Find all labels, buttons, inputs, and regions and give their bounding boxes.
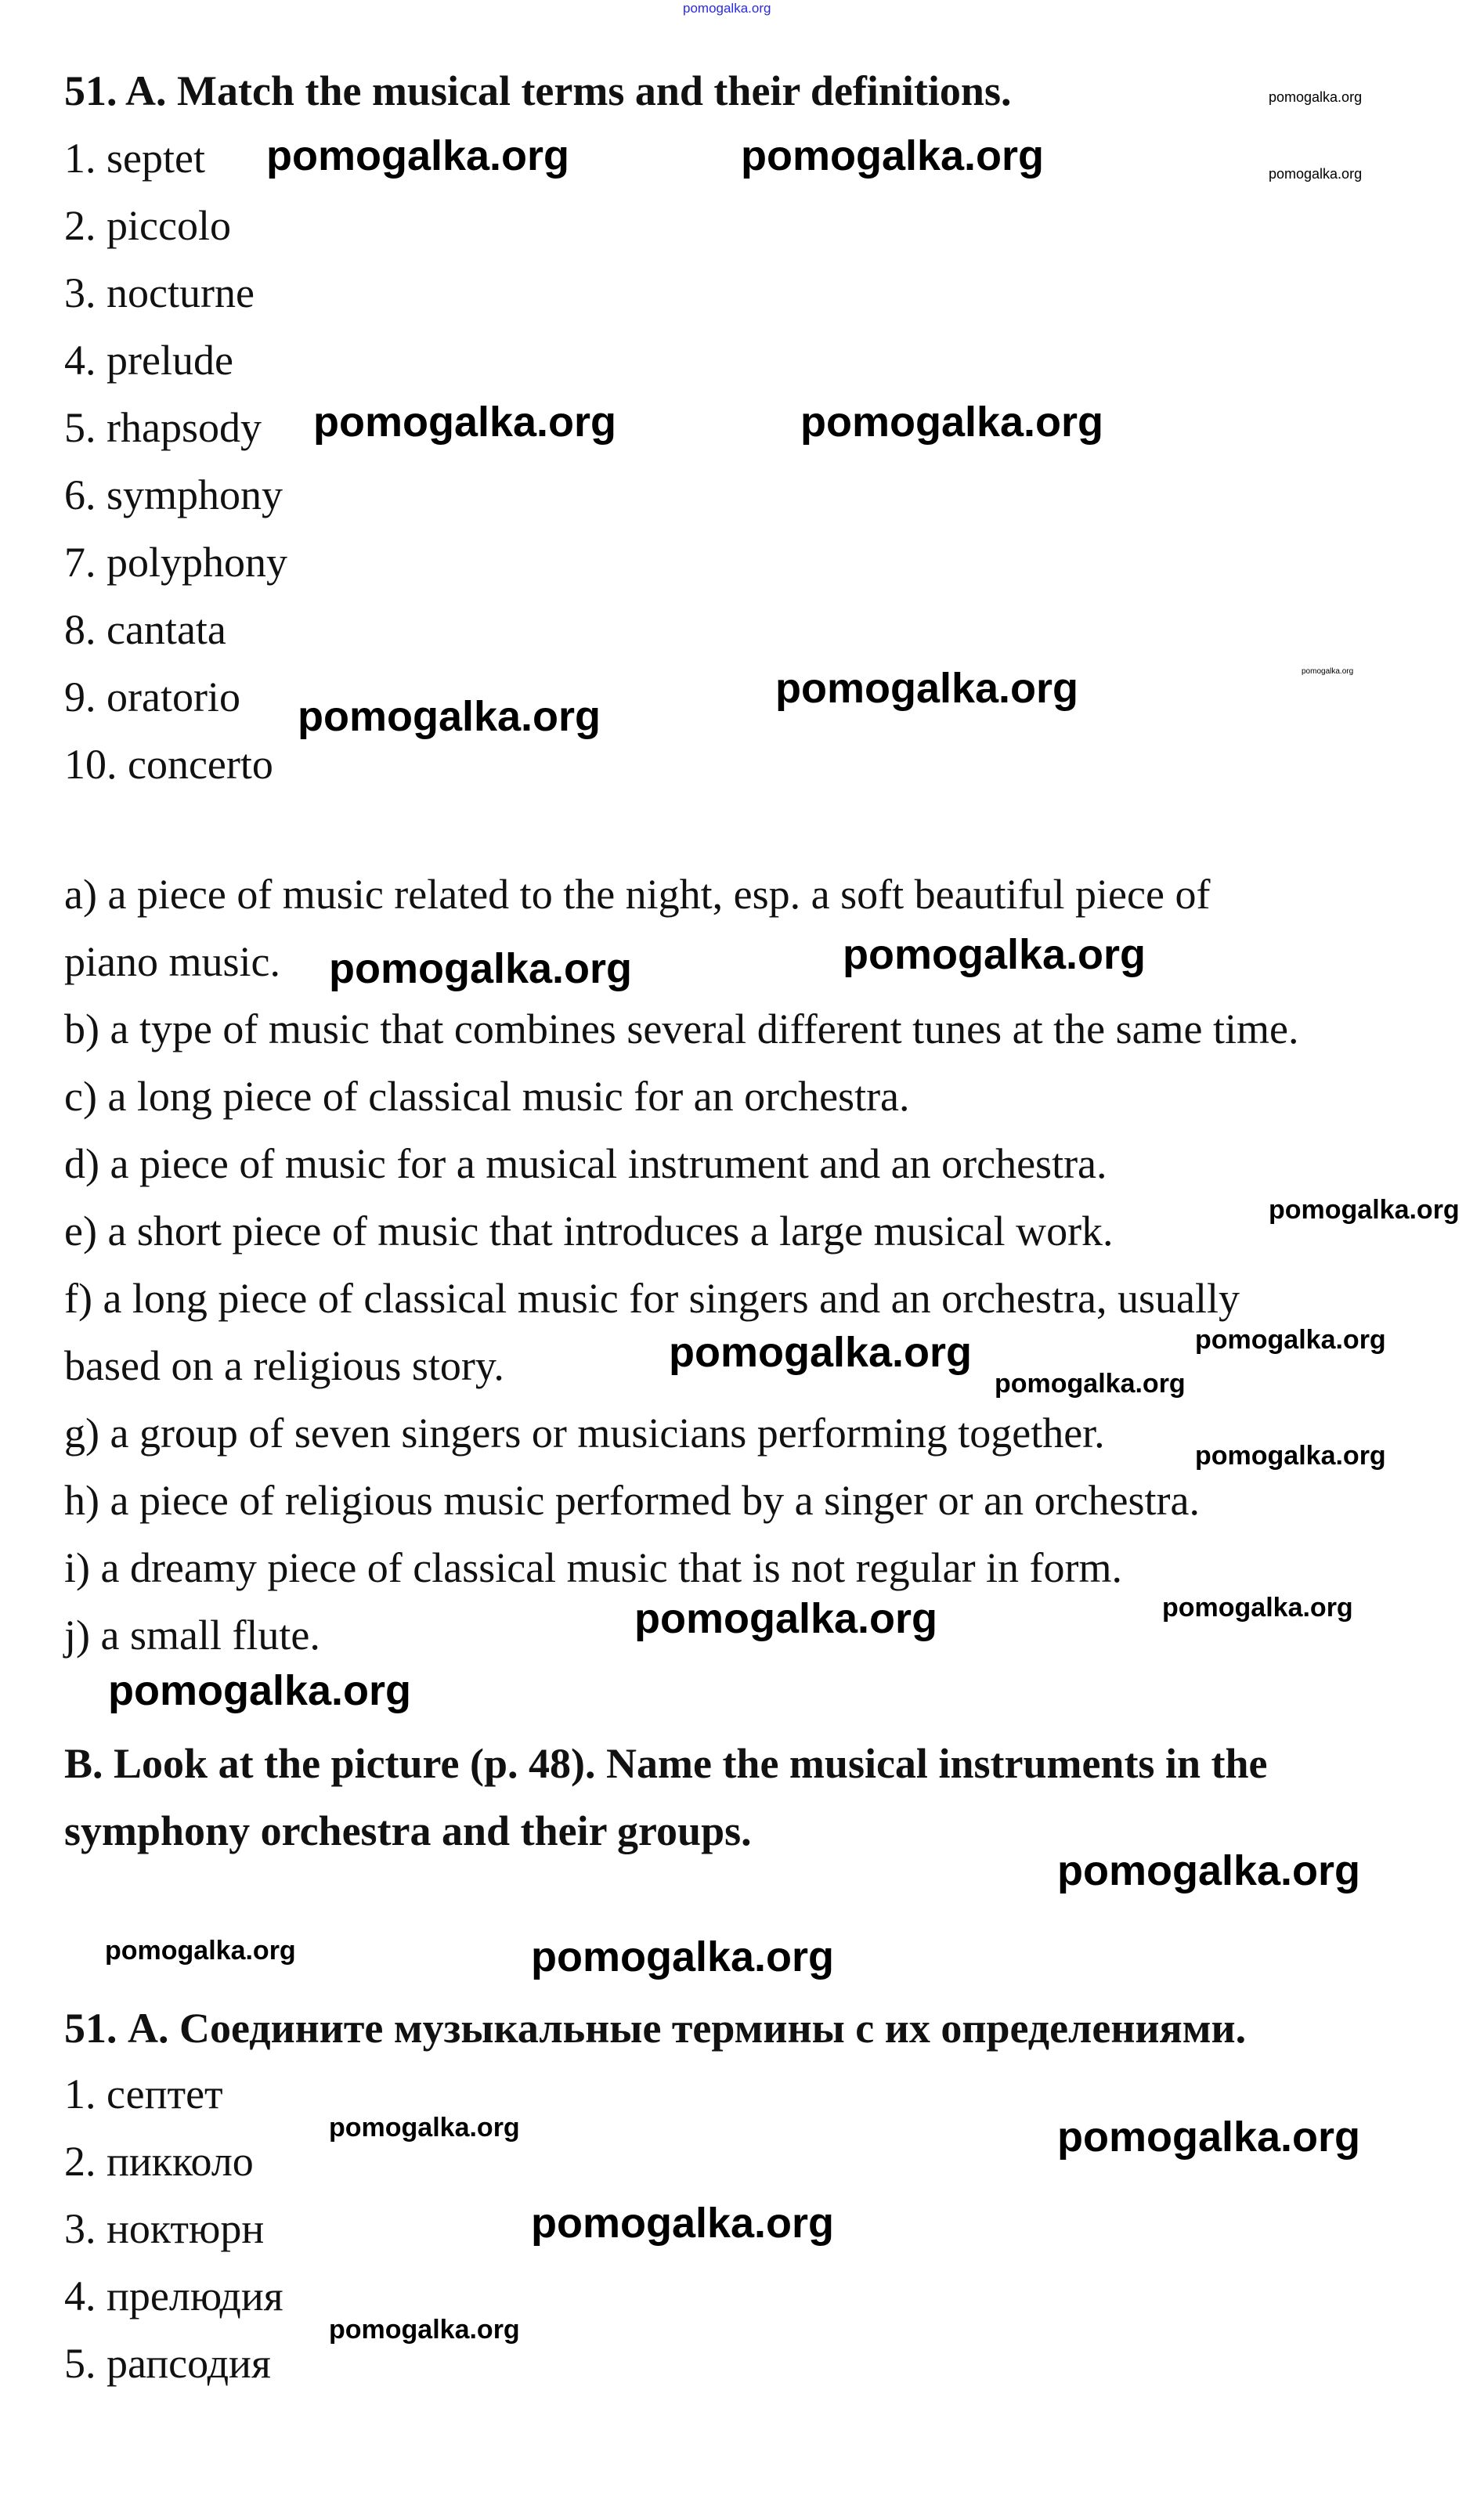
watermark: pomogalka.org [1269,89,1363,105]
definition-line: d) a piece of music for a musical instrument and an orchestra. [64,1140,1107,1187]
term-item: 7. polyphony [64,539,288,586]
watermark: pomogalka.org [329,2315,520,2345]
watermark: pomogalka.org [105,1936,296,1966]
watermark: pomogalka.org [995,1369,1186,1399]
watermark: pomogalka.org [800,399,1104,446]
term-item: 4. prelude [64,337,233,384]
term-item: 3. nocturne [64,269,255,316]
definition-line: f) a long piece of classical music for singers and an orchestra, usually [64,1275,1240,1322]
terms-list [64,125,287,798]
exercise-title: 51. A. Match the musical terms and their definitions. [64,67,1012,114]
watermark: pomogalka.org [1269,166,1363,182]
watermark: pomogalka.org [741,132,1045,179]
watermark: pomogalka.org [108,1667,412,1714]
russian-term-item: 4. прелюдия [64,2273,283,2319]
definition-line: i) a dreamy piece of classical music that is not regular in form. [64,1544,1123,1591]
russian-term-item: 1. септет [64,2070,223,2117]
watermark: pomogalka.org [1057,1847,1361,1894]
watermark: pomogalka.org [298,693,601,740]
watermark: pomogalka.org [1269,1195,1460,1225]
watermark: pomogalka.org [634,1595,938,1642]
definition-line: c) a long piece of classical music for an orchestra. [64,1073,910,1120]
term-item: 8. cantata [64,606,226,653]
task-b-line: B. Look at the picture (p. 48). Name the musical instruments in the [64,1740,1268,1787]
watermark: pomogalka.org [1195,1441,1386,1471]
definition-line: h) a piece of religious music performed by a singer or an orchestra. [64,1477,1200,1524]
watermark: pomogalka.org [1162,1593,1353,1623]
watermark: pomogalka.org [775,665,1079,712]
definition-line: based on a religious story. [64,1342,504,1389]
definition-line: b) a type of music that combines several different tunes at the same time. [64,1005,1299,1052]
watermark-top[interactable]: pomogalka.org [683,1,771,16]
term-item: 2. piccolo [64,202,231,249]
watermark: pomogalka.org [843,931,1146,978]
russian-title: 51. А. Соедините музыкальные термины с их определениями. [64,2005,1247,2052]
watermark: pomogalka.org [1302,667,1354,676]
definition-line: g) a group of seven singers or musicians performing together. [64,1410,1105,1457]
watermark: pomogalka.org [313,399,617,446]
definition-line: a) a piece of music related to the night, esp. a soft beautiful piece of [64,871,1211,918]
watermark: pomogalka.org [531,1933,835,1980]
term-item: 1. septet [64,135,205,182]
definition-line: e) a short piece of music that introduces a large musical work. [64,1208,1114,1254]
russian-term-item: 5. рапсодия [64,2340,271,2387]
watermark: pomogalka.org [1195,1325,1386,1355]
definition-line: j) a small flute. [64,1612,320,1659]
definition-line: piano music. [64,938,280,985]
term-item: 6. symphony [64,471,283,518]
watermark: pomogalka.org [1057,2114,1361,2161]
definitions-list [64,861,1299,1669]
watermark: pomogalka.org [669,1329,973,1376]
term-item: 5. rhapsody [64,404,262,451]
watermark: pomogalka.org [531,2200,835,2247]
task-b [64,1730,1267,1865]
russian-term-item: 3. ноктюрн [64,2205,265,2252]
russian-term-item: 2. пикколо [64,2138,254,2185]
watermark: pomogalka.org [266,132,570,179]
watermark: pomogalka.org [329,945,633,992]
russian-terms-list [64,2060,283,2397]
term-item: 9. oratorio [64,673,240,720]
term-item: 10. concerto [64,741,273,788]
task-b-line: symphony orchestra and their groups. [64,1807,752,1854]
watermark: pomogalka.org [329,2113,520,2143]
